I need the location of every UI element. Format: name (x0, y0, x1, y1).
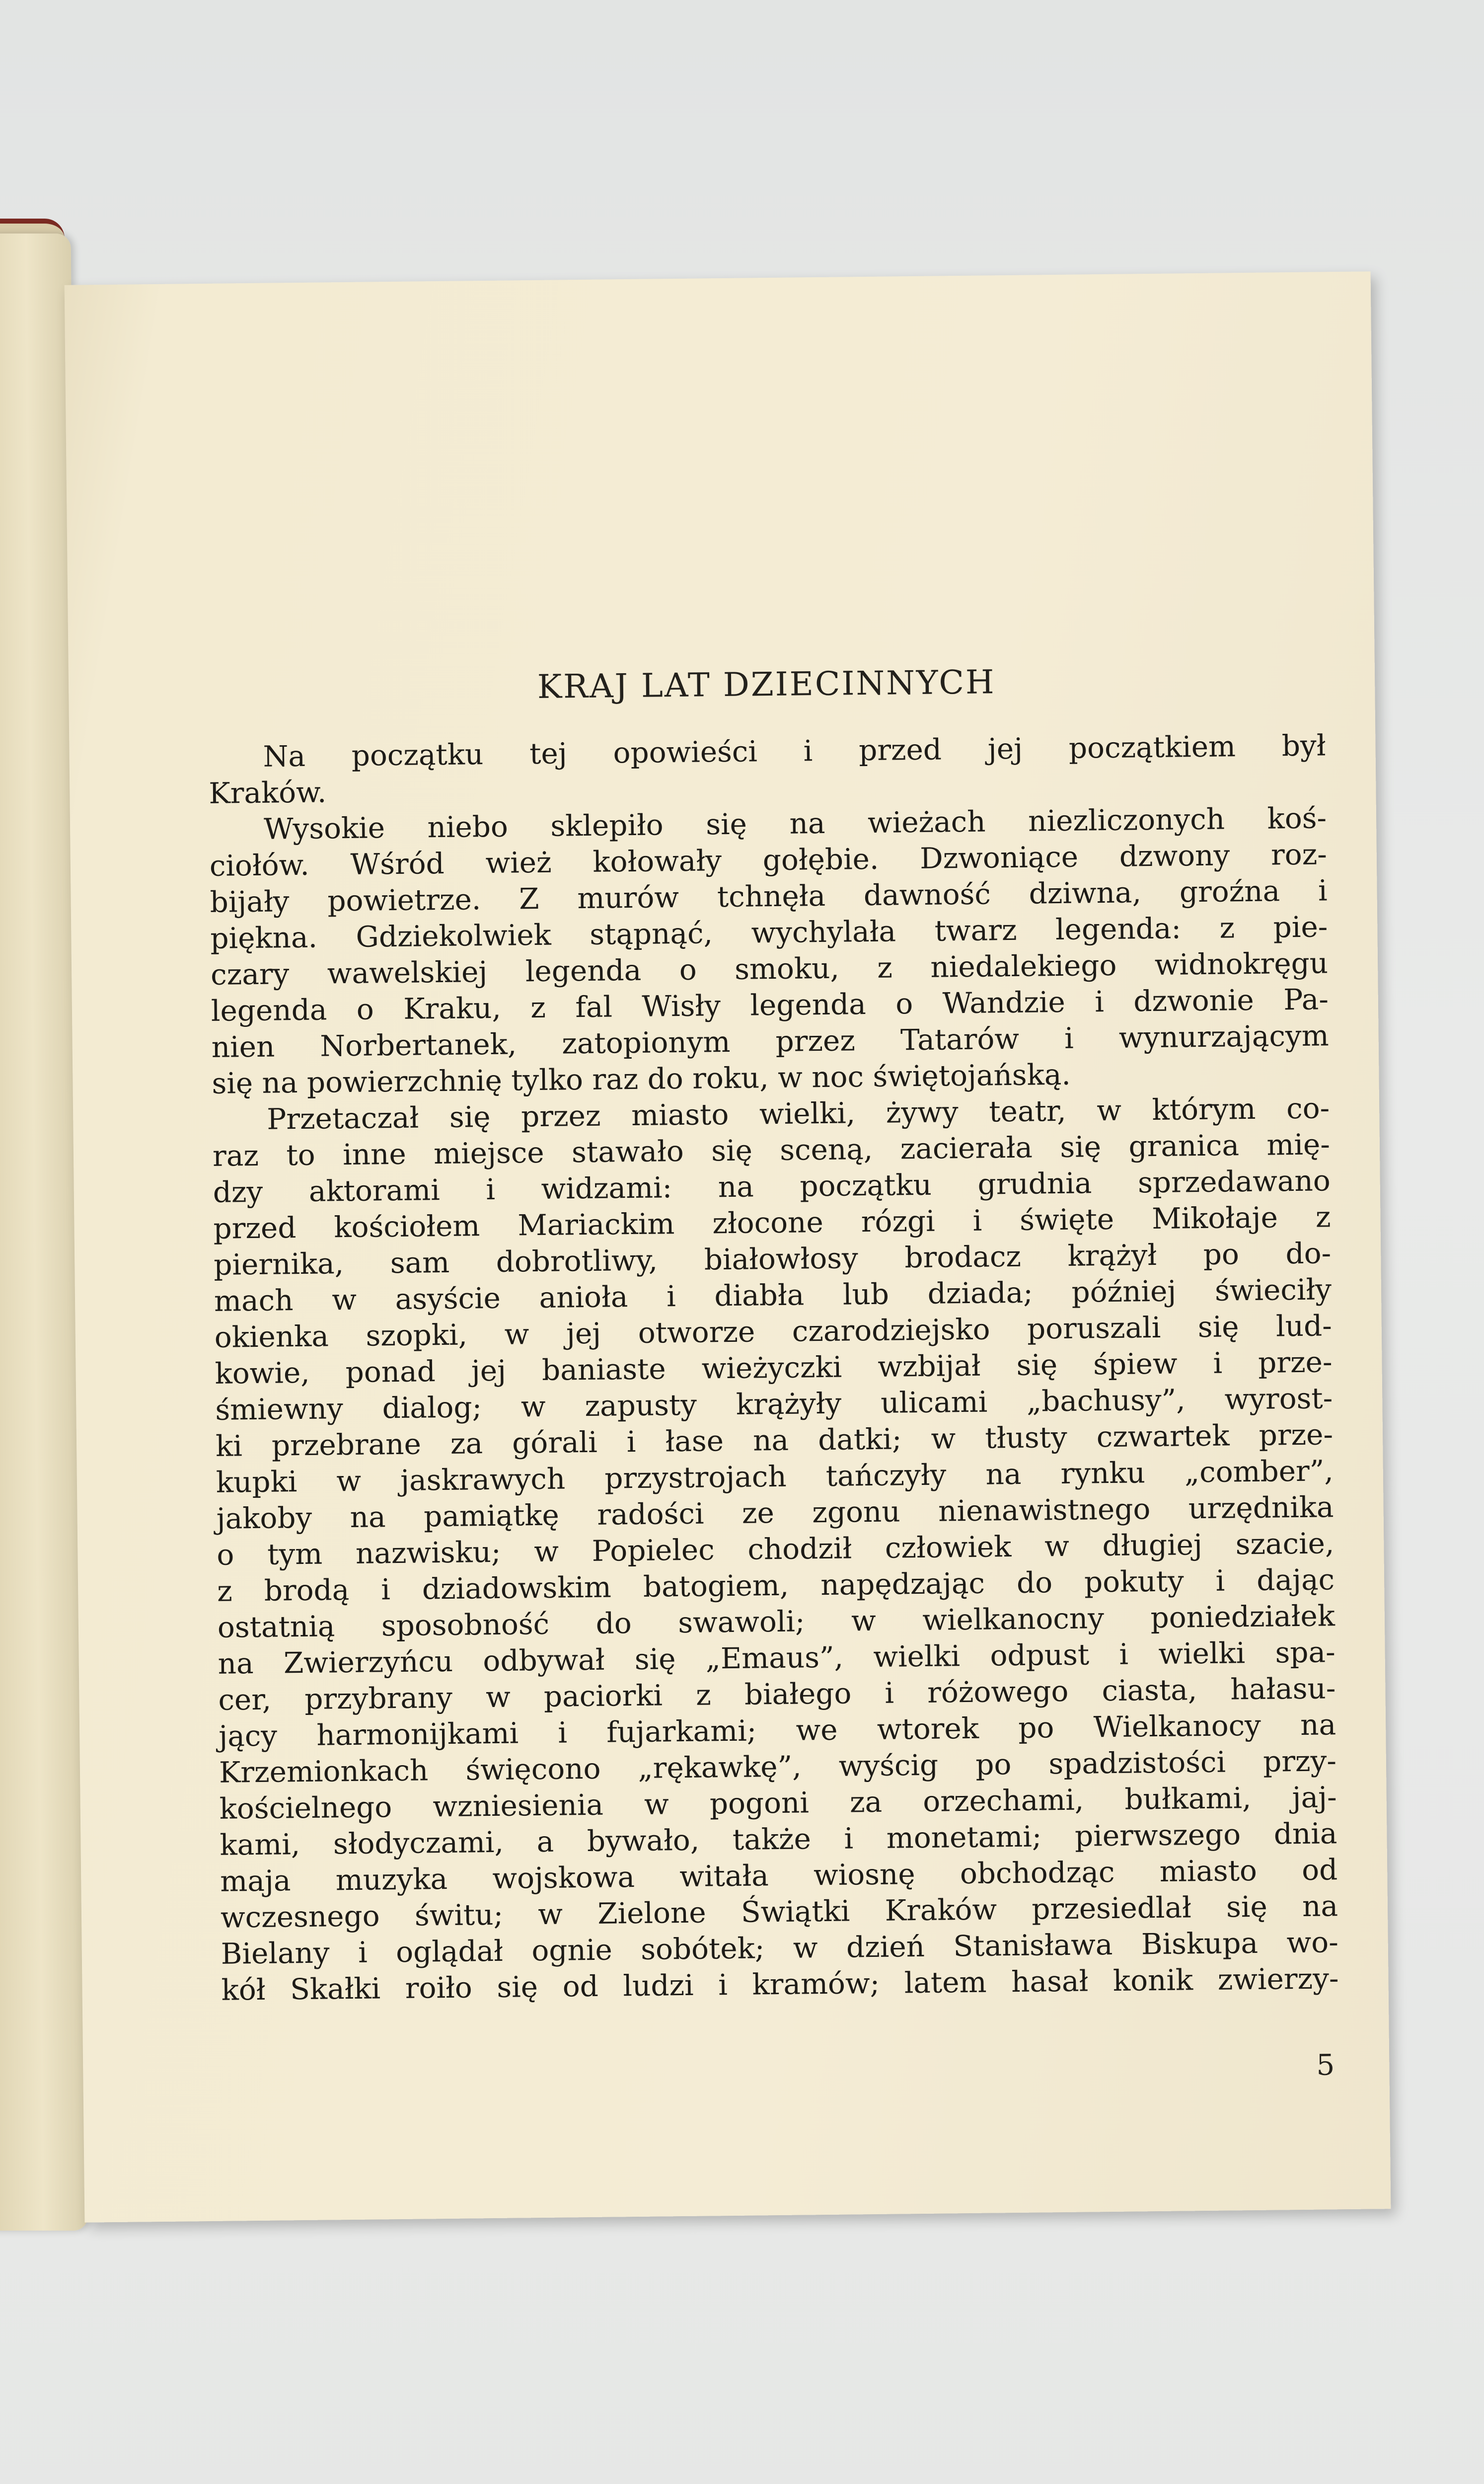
text-line: ciołów. Wśród wież kołowały gołębie. Dzwoniące dzwony roz- (209, 837, 1328, 883)
text-line: kowie, ponad jej baniaste wieżyczki wzbijał się śpiew i prze- (215, 1345, 1333, 1391)
text-line: maja muzyka wojskowa witała wiosnę obchodząc miasto od (220, 1853, 1338, 1898)
text-line: kami, słodyczami, a bywało, także i monetami; pierwszego dnia (220, 1816, 1337, 1862)
text-line: ostatnią sposobność do swawoli; w wielkanocny poniedziałek (217, 1599, 1336, 1644)
book-page (65, 271, 1391, 2222)
text-line: z brodą i dziadowskim batogiem, napędzając do pokuty i dając (217, 1562, 1335, 1608)
text-line: czary wawelskiej legenda o smoku, z niedalekiego widnokręgu (210, 946, 1329, 992)
paragraph-3 (212, 1090, 1339, 2008)
paragraph-1 (208, 727, 1326, 812)
text-line: przed kościołem Mariackim złocone rózgi i święte Mikołaje z (213, 1200, 1331, 1245)
page-content (208, 659, 1339, 2008)
text-line: kół Skałki roiło się od ludzi i kramów; latem hasał konik zwierzy- (221, 1961, 1339, 2007)
text-line: jakoby na pamiątkę radości ze zgonu nienawistnego urzędnika (216, 1490, 1334, 1536)
page-number: 5 (1316, 2048, 1335, 2082)
text-line: Kraków. (209, 775, 327, 810)
text-line: jący harmonijkami i fujarkami; we wtorek po Wielkanocy na (218, 1708, 1336, 1753)
chapter-title: KRAJ LAT DZIECINNYCH (537, 663, 996, 706)
text-line: śmiewny dialog; w zapusty krążyły ulicami „bachusy”, wyrost- (215, 1381, 1333, 1427)
text-line: okienka szopki, w jej otworze czarodziejsko poruszali się lud- (214, 1309, 1333, 1354)
text-line: cer, przybrany w paciorki z białego i różowego ciasta, hałasu- (218, 1671, 1336, 1717)
text-line: legenda o Kraku, z fal Wisły legenda o Wandzie i dzwonie Pa- (211, 982, 1329, 1028)
text-line: o tym nazwisku; w Popielec chodził człowiek w długiej szacie, (217, 1526, 1335, 1572)
text-line: nien Norbertanek, zatopionym przez Tatarów i wynurzającym (211, 1018, 1329, 1064)
text-line: Przetaczał się przez miasto wielki, żywy teatr, w którym co- (266, 1091, 1330, 1136)
text-line: Bielany i oglądał ognie sobótek; w dzień Stanisława Biskupa wo- (221, 1925, 1339, 1971)
text-line: ki przebrane za górali i łase na datki; w tłusty czwartek prze- (215, 1417, 1334, 1463)
text-line: Wysokie niebo sklepiło się na wieżach niezliczonych koś- (263, 801, 1327, 846)
text-line: piękna. Gdziekolwiek stąpnąć, wychylała twarz legenda: z pie- (210, 910, 1328, 955)
text-line: dzy aktorami i widzami: na początku grudnia sprzedawano (213, 1164, 1331, 1209)
text-line: kupki w jaskrawych przystrojach tańczyły na rynku „comber”, (216, 1454, 1334, 1499)
text-line: bijały powietrze. Z murów tchnęła dawność dziwna, groźna i (210, 873, 1328, 919)
text-line: kościelnego wzniesienia w pogoni za orzechami, bułkami, jaj- (219, 1780, 1337, 1826)
paragraph-2 (209, 800, 1330, 1102)
text-line: wczesnego świtu; w Zielone Świątki Kraków przesiedlał się na (220, 1889, 1338, 1935)
text-line: mach w asyście anioła i diabła lub dziada; później świeciły (214, 1272, 1332, 1318)
text-line: piernika, sam dobrotliwy, białowłosy brodacz krążył po do- (213, 1236, 1332, 1282)
text-line: Krzemionkach święcono „rękawkę”, wyścig po spadzistości przy- (219, 1744, 1337, 1789)
text-line: raz to inne miejsce stawało się sceną, zacierała się granica mię- (212, 1127, 1331, 1173)
text-line: się na powierzchnię tylko raz do roku, w noc świętojańską. (212, 1057, 1071, 1100)
text-line: na Zwierzyńcu odbywał się „Emaus”, wielki odpust i wielki spa- (218, 1635, 1336, 1681)
text-line: Na początku tej opowieści i przed jej początkiem był (263, 728, 1326, 774)
